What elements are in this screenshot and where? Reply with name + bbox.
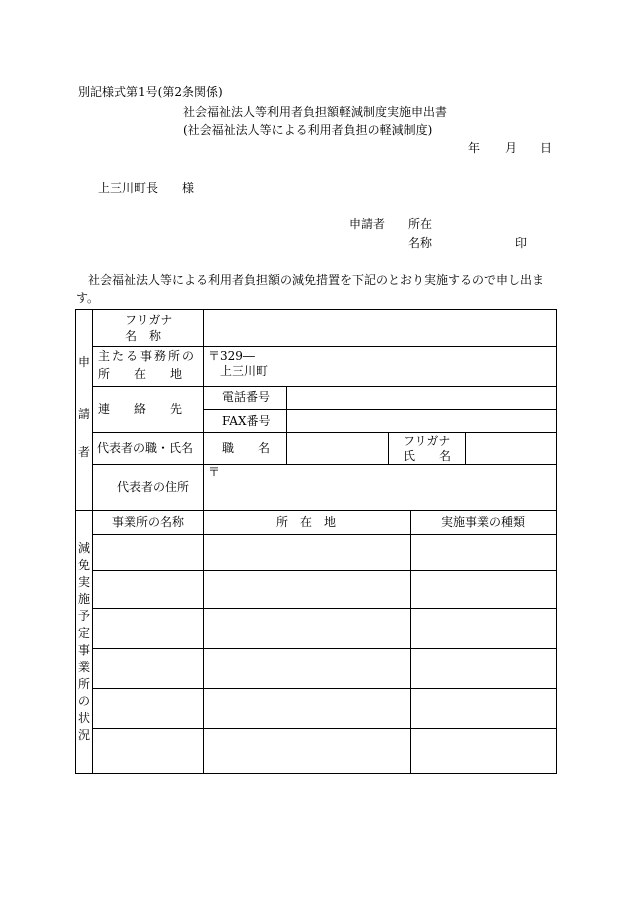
- rep-title-name-label: 代表者の職・氏名: [97, 441, 194, 455]
- town-name: 上三川町: [220, 364, 269, 378]
- postal-code-prefix: 〒329―: [208, 349, 255, 363]
- applicant-name-label: 名称: [408, 236, 433, 250]
- date-month: 月: [505, 141, 518, 155]
- furigana-label-2: フリガナ: [403, 434, 451, 448]
- rep-address-label: 代表者の住所: [117, 480, 190, 494]
- col-business-type: 実施事業の種類: [441, 515, 526, 529]
- date-year: 年: [468, 141, 481, 155]
- contact-label: 連 絡 先: [98, 402, 183, 416]
- col-location: 所 在 地: [276, 515, 337, 529]
- document-title: 社会福祉法人等利用者負担額軽減制度実施申出書: [183, 105, 448, 119]
- addressee-honorific: 様: [182, 181, 195, 195]
- statement-line-1: 社会福祉法人等による利用者負担額の減免措置を下記のとおり実施するので申し出ま: [88, 273, 545, 287]
- name-label: 名 称: [125, 329, 162, 343]
- post-label: 職 名: [222, 441, 271, 455]
- main-office-label-2: 所 在 地: [98, 367, 183, 381]
- postal-mark: 〒: [208, 465, 221, 479]
- col-office-name: 事業所の名称: [112, 515, 185, 529]
- furigana-label: フリガナ: [125, 313, 173, 327]
- form-number: 別記様式第1号(第2条関係): [78, 85, 223, 99]
- phone-label: 電話番号: [222, 390, 271, 404]
- applicant-address-label: 所在: [408, 217, 433, 231]
- section-offices-label: 減 免 実 施 予 定 事 業 所 の 状 況: [77, 541, 90, 742]
- document-subtitle: (社会福祉法人等による利用者負担の軽減制度): [183, 123, 433, 137]
- main-office-label-1: 主たる事務所の: [98, 349, 197, 363]
- section-applicant-label: 申 請 者: [77, 355, 90, 459]
- applicant-seal: 印: [515, 236, 528, 250]
- addressee-name: 上三川町長: [98, 181, 159, 195]
- person-name-label: 氏 名: [403, 449, 452, 463]
- fax-label: FAX番号: [222, 414, 271, 428]
- applicant-label: 申請者: [349, 217, 386, 231]
- date-day: 日: [540, 141, 553, 155]
- statement-line-2: す。: [76, 291, 100, 305]
